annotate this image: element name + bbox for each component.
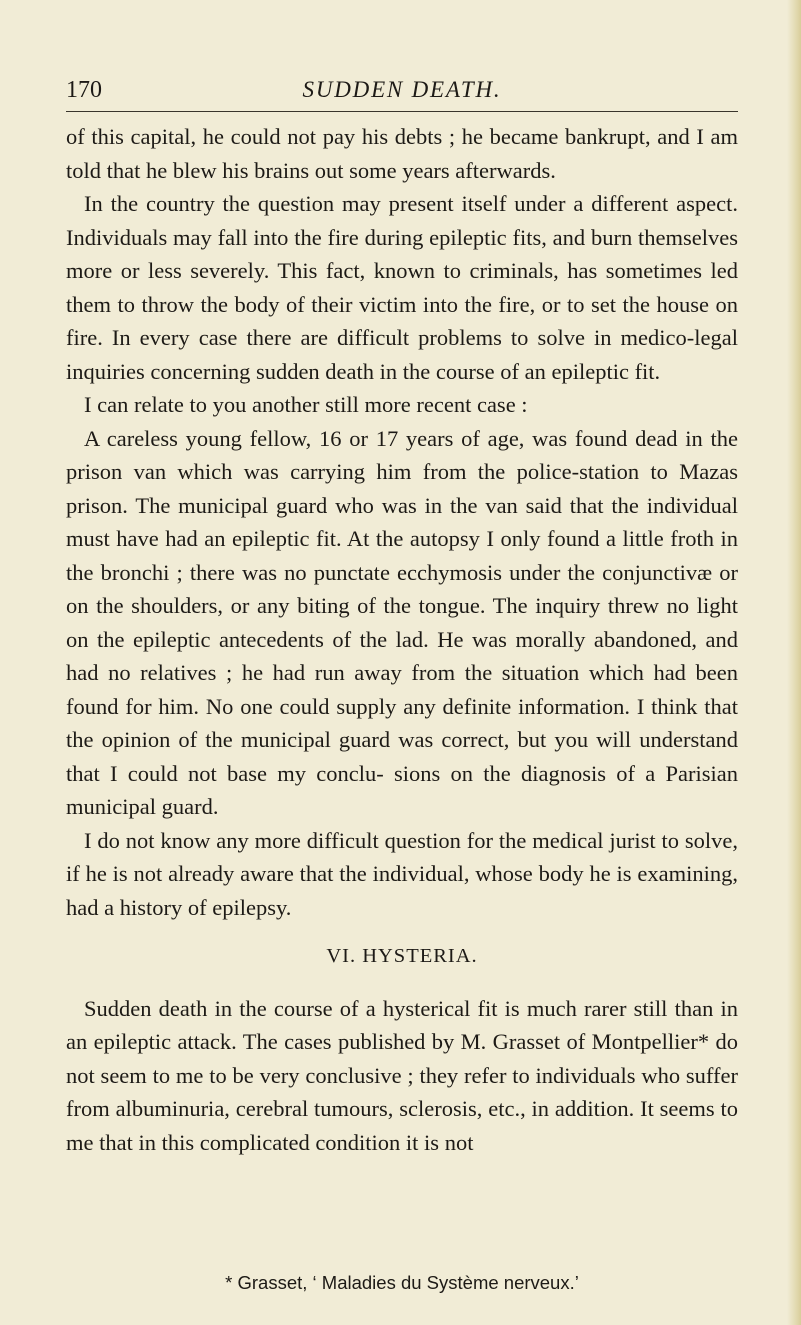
- footnote: * Grasset, ‘ Maladies du Système nerveux.’: [225, 1272, 579, 1293]
- paragraph: I can relate to you another still more recent case :: [84, 392, 528, 417]
- running-head: SUDDEN DEATH.: [302, 77, 502, 102]
- paragraph: of this capital, he could not pay his debts ; he became bankrupt, and I am told that he blew his brains out some years afterwards.: [66, 124, 738, 183]
- paragraph: In the country the question may present itself under a different aspect. Individuals may fall into the fire during epileptic fits, and burn themselves more or less severely. This fact, known to criminals, has sometimes led them to throw the body of their victim into the fire, or to set the house on fire. In every case there are difficult problems to solve in medico-legal inquiries concerning sudden death in the course of an epileptic fit.: [66, 191, 738, 384]
- header-rule: [66, 111, 738, 112]
- section-heading: VI. HYSTERIA.: [326, 945, 478, 967]
- page-edge-shadow: [787, 0, 801, 1325]
- body-text: [66, 120, 738, 1159]
- paragraph: I do not know any more difficult question for the medical jurist to solve, if he is not already aware that the individual, whose body he is examining, had a history of epilepsy.: [66, 827, 738, 920]
- paragraph: A careless young fellow, 16 or 17 years of age, was found dead in the prison van which was carrying him from the police-station to Mazas prison. The municipal guard who was in the van said that the individual must have had an epileptic fit. At the autopsy I only found a little froth in the bronchi ; there was no punctate ecchymosis under the conjunctivæ or on the shoulders, or any biting of the tongue. The inquiry threw no light on the epileptic antecedents of the lad. He was morally abandoned, and had no relatives ; he had run away from the situation which had been found for him. No one could supply any definite information. I think that the opinion of the municipal guard was correct, but you will understand that I could not base my conclu- sions on the diagnosis of a Parisian municipal guard.: [66, 425, 738, 819]
- page-number: 170: [66, 77, 102, 103]
- paragraph: Sudden death in the course of a hysterical fit is much rarer still than in an epileptic attack. The cases published by M. Grasset of Montpellier* do not seem to me to be very conclusive ; they refer to individuals who suffer from albuminuria, cerebral tumours, sclerosis, etc., in addition. It seems to me that in this complicated condition it is not: [66, 995, 738, 1155]
- page-header: [66, 74, 738, 110]
